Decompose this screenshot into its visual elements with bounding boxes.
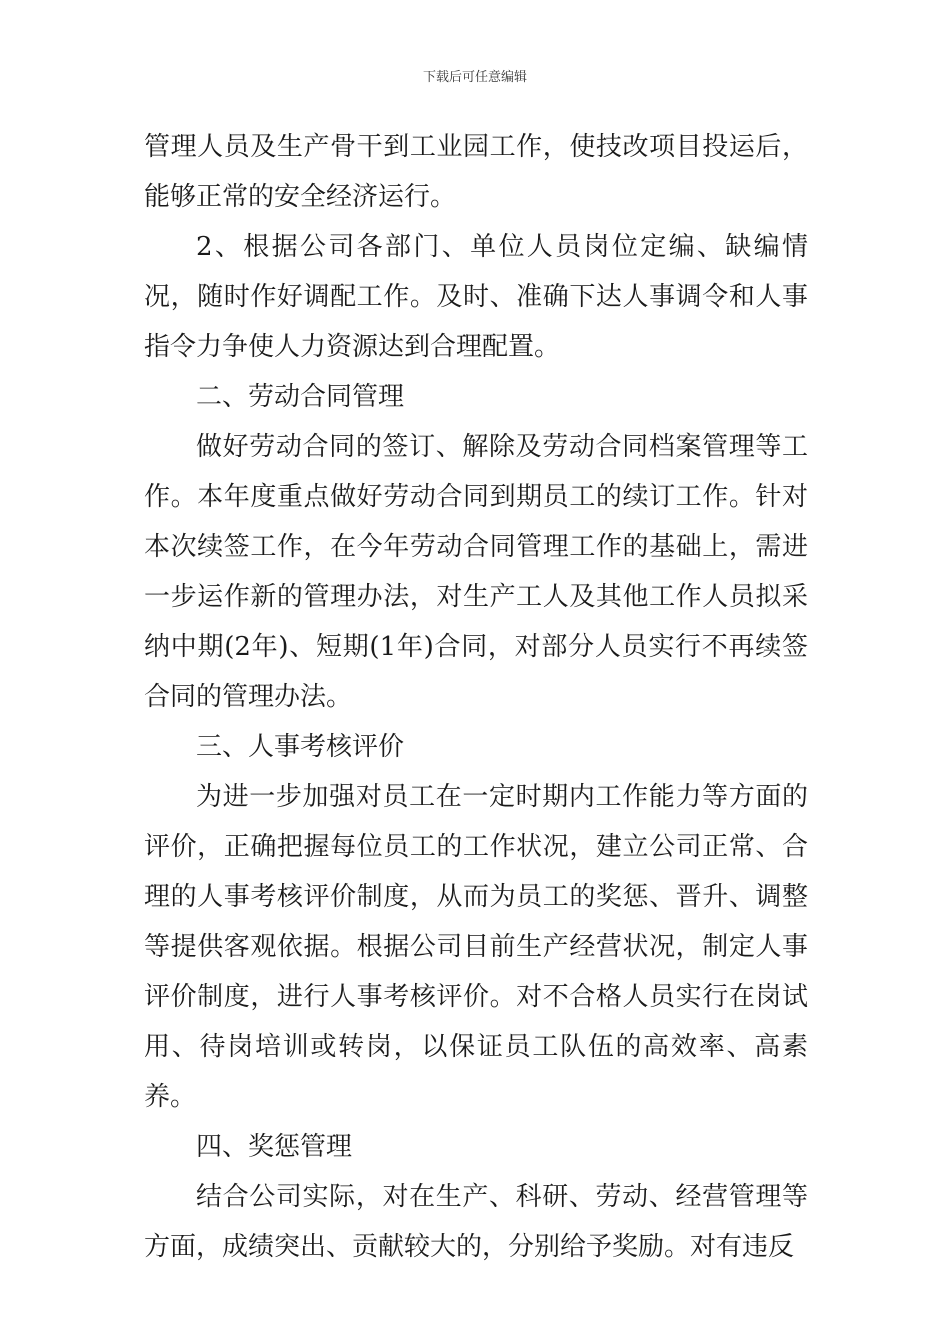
paragraph-rewards: 结合公司实际，对在生产、科研、劳动、经营管理等方面，成绩突出、贡献较大的，分别给予奖励。对有违反	[144, 1182, 808, 1262]
paragraph-staffing: 2、根据公司各部门、单位人员岗位定编、缺编情况，随时作好调配工作。及时、准确下达人事调令和人事指令力争使人力资源达到合理配置。	[144, 232, 808, 362]
paragraph-labor-contract: 做好劳动合同的签订、解除及劳动合同档案管理等工作。本年度重点做好劳动合同到期员工的续订工作。针对本次续签工作，在今年劳动合同管理工作的基础上，需进一步运作新的管理办法，对生产工人及其他工作人员拟采纳中期(2年)、短期(1年)合同，对部分人员实行不再续签合同的管理办法。	[144, 432, 808, 712]
section-heading-rewards: 四、奖惩管理	[196, 1132, 353, 1162]
page-header: 下载后可任意编辑	[422, 70, 527, 85]
section-heading-assessment: 三、人事考核评价	[196, 732, 405, 762]
document-body	[144, 122, 808, 1272]
paragraph-assessment: 为进一步加强对员工在一定时期内工作能力等方面的评价，正确把握每位员工的工作状况，建立公司正常、合理的人事考核评价制度，从而为员工的奖惩、晋升、调整等提供客观依据。根据公司目前生产经营状况，制定人事评价制度，进行人事考核评价。对不合格人员实行在岗试用、待岗培训或转岗，以保证员工队伍的高效率、高素养。	[144, 782, 808, 1112]
paragraph-continued: 管理人员及生产骨干到工业园工作，使技改项目投运后，能够正常的安全经济运行。	[144, 132, 808, 212]
section-heading-labor-contract: 二、劳动合同管理	[196, 382, 405, 412]
